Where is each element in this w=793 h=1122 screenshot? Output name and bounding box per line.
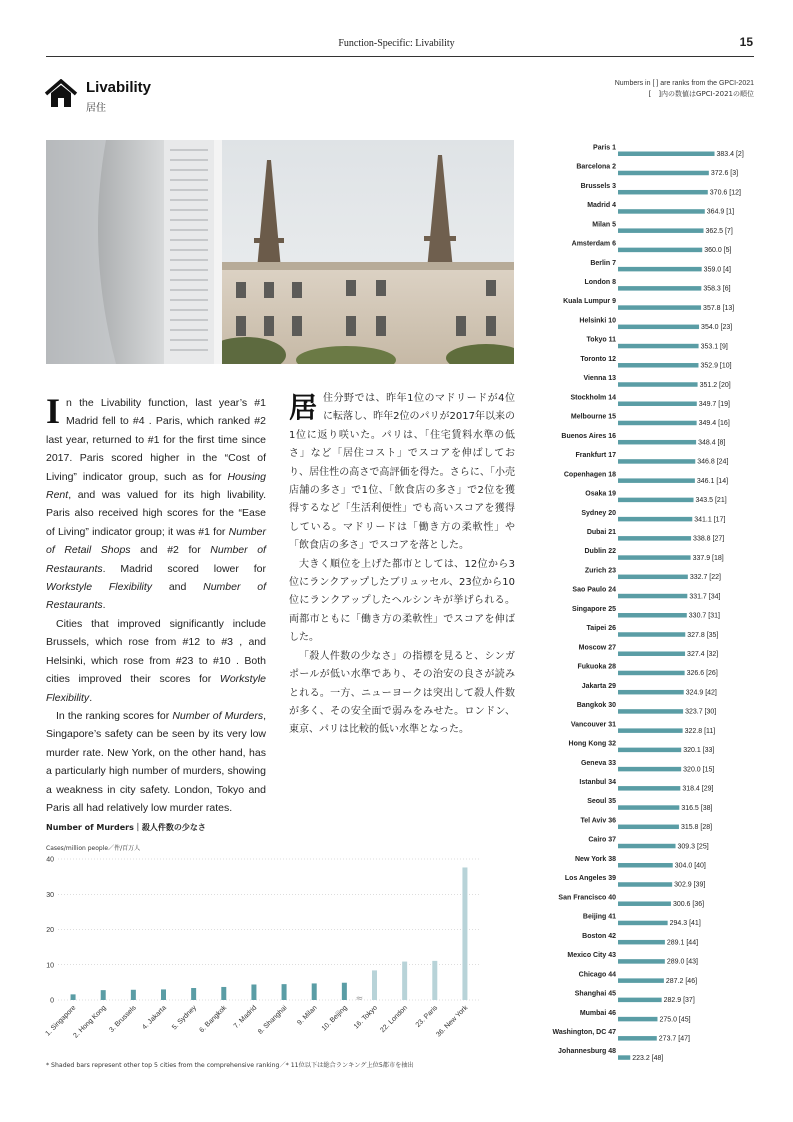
ranking-bar [618,1055,630,1060]
ranking-bar [618,190,708,195]
ranking-label: Melbourne 15 [570,413,616,421]
rank-note-jp: [ ]内の数値はGPCI-2021の順位 [648,90,754,98]
ranking-label: Chicago 44 [578,971,616,979]
murders-category-label: 8. Shanghai [257,1004,289,1036]
ranking-label: Johannesburg 48 [558,1048,616,1056]
ranking-bar [618,209,705,214]
ranking-bar [618,325,699,330]
murders-category-label: 6. Bangkok [198,1004,229,1035]
section-title-jp: 居住 [86,103,106,114]
axis-break-marker: ≈ [355,994,364,1004]
ranking-label: Fukuoka 28 [577,663,616,671]
ranking-bar [618,363,698,368]
ranking-value: 341.1 [17] [694,516,726,524]
ranking-value: 275.0 [45] [659,1016,691,1024]
paragraph-jp-2: 大きく順位を上げた都市としては、12位から3位にランクアップしたブリュッセル、23位から10位にランクアップしたヘルシンキが挙げられる。両都市ともに「働き方の柔軟性」でスコアを伸ばした。 [289,558,515,644]
ranking-value: 352.9 [10] [700,362,732,370]
ranking-bar [618,844,676,849]
ranking-bar [618,498,694,503]
murders-category-label: 4. Jakarta [141,1004,168,1032]
ranking-label: Los Angeles 39 [564,875,616,883]
ranking-label: Dublin 22 [584,548,616,556]
ranking-value: 322.8 [11] [684,727,716,735]
ranking-label: Helsinki 10 [579,317,616,325]
ranking-value: 331.7 [34] [689,593,721,601]
ranking-label: Milan 5 [592,221,616,229]
article-text-en [46,391,266,817]
ranking-value: 338.8 [27] [693,535,725,543]
ranking-label: New York 38 [575,855,616,863]
section-title: Livability [86,79,152,96]
ranking-bar [618,305,701,310]
ranking-label: Vienna 13 [583,375,616,383]
ranking-bar [618,786,680,791]
ranking-value: 372.6 [3] [710,170,739,178]
ranking-label: Seoul 35 [587,798,616,806]
ranking-label: Hong Kong 32 [568,740,616,748]
paragraph-en-2: Cities that improved significantly include Brussels, which rose from #12 to #3 , and Helsinki, which rose from #23 to #10 . Both cities improved their scores for Workstyle Flexibility. [46,617,266,704]
ranking-value: 320.1 [33] [683,747,715,755]
murders-category-label: 16. Tokyo [352,1004,379,1031]
murders-bar [71,994,76,1000]
ranking-label: Singapore 25 [572,605,616,613]
ranking-value: 332.7 [22] [689,574,721,582]
ranking-label: Mexico City 43 [567,952,616,960]
ranking-label: Zurich 23 [584,567,616,575]
dropcap-en: I [46,391,61,431]
ranking-bar [618,459,695,464]
ranking-label: Buenos Aires 16 [561,432,616,440]
murders-category-label: 5. Sydney [171,1004,199,1032]
ranking-label: Sao Paulo 24 [572,586,616,594]
ranking-value: 348.4 [8] [698,439,726,447]
ranking-label: Osaka 19 [585,490,616,498]
ranking-label: Madrid 4 [587,202,616,210]
murders-category-label: 10. Beijing [320,1004,349,1033]
paragraph-jp-1: 居住分野では、昨年1位のマドリードが4位に転落し、昨年2位のパリが2017年以来の1位に返り咲いた。パリは、「住宅賃料水準の低さ」など「居住コスト」でスコアを伸ばしており、居住性の高さで高評価を得た。さらに、「小売店舗の多さ」で1位、「飲食店の多さ」で2位を獲得するなど「生活利便性」でも高いスコアを獲得している。マドリードは「働き方の柔軟性」や「飲食店の多さ」でスコアを落とした。 [289,391,515,552]
ranking-value: 326.6 [26] [686,670,718,678]
murders-chart-title: Number of Murders｜殺人件数の少なさ [46,823,206,832]
ranking-label: Frankfurt 17 [575,452,616,460]
paragraph-en-3: In the ranking scores for Number of Murders, Singapore’s safety can be seen by its very low murder rate. New York, on the other hand, has a particularly high number of murders, showing a weakness in city safety. London, Tokyo and Paris all had relatively low murder rates. [46,709,266,814]
ranking-value: 304.0 [40] [674,862,706,870]
ranking-bar [618,1036,657,1041]
murders-bar [221,987,226,1000]
ranking-bar [618,152,715,157]
ranking-bar [618,171,709,176]
ranking-value: 289.0 [43] [666,958,698,966]
ranking-value: 289.1 [44] [666,939,699,947]
ranking-value: 327.8 [35] [687,631,719,639]
ranking-bar [618,940,665,945]
ranking-label: Jakarta 29 [581,682,616,690]
eiffel-tower-photo [46,140,514,364]
murders-bar [342,983,347,1000]
livability-ranking-chart [520,139,780,1074]
ranking-label: Washington, DC 47 [552,1028,616,1036]
ranking-bar [618,901,671,906]
ranking-bar [618,690,684,695]
ranking-value: 351.2 [20] [699,381,731,389]
murders-category-label: 2. Hong Kong [72,1004,108,1040]
ranking-bar [618,517,692,522]
ranking-bar [618,651,685,656]
ranking-value: 337.9 [18] [692,554,724,562]
murders-category-label: 1. Singapore [44,1004,78,1038]
ranking-value: 346.8 [24] [697,458,729,466]
ranking-value: 324.9 [42] [685,689,717,697]
murders-bar [282,984,287,1000]
ranking-value: 302.9 [39] [674,881,706,889]
murders-bar [432,961,437,1000]
murders-bar [191,988,196,1000]
ranking-value: 354.0 [23] [701,324,733,332]
murders-bar [402,962,407,1000]
ranking-value: 343.5 [21] [695,497,727,505]
murders-ytick: 30 [46,891,54,899]
murders-category-label: 36. New York [435,1004,470,1039]
ranking-label: Taipei 26 [586,625,616,633]
murders-ylabel: Cases/million people／件/百万人 [46,845,141,852]
murders-category-label: 22. London [379,1004,410,1035]
article-text-jp [289,390,515,740]
ranking-label: Vancouver 31 [570,721,616,729]
murders-ytick: 40 [46,856,54,864]
murders-bar [251,984,256,1000]
ranking-value: 323.7 [30] [685,708,717,716]
ranking-label: Dubai 21 [586,529,616,536]
ranking-value: 370.6 [12] [709,189,741,197]
murders-chart-footnote: * Shaded bars represent other top 5 cities from the comprehensive ranking／* 11位以下は総合ランキング上位5都市を抽出 [46,1062,414,1069]
ranking-value: 383.4 [2] [716,151,744,158]
ranking-value: 315.8 [28] [680,824,713,832]
ranking-label: Copenhagen 18 [563,471,616,479]
murders-bar [372,970,377,1000]
header-rule [46,56,754,57]
ranking-label: Kuala Lumpur 9 [563,298,616,306]
ranking-label: Geneva 33 [580,759,616,767]
ranking-value: 282.9 [37] [663,997,695,1005]
ranking-value: 357.8 [13] [703,304,735,312]
murders-category-label: 3. Brussels [108,1004,138,1034]
ranking-label: Istanbul 34 [579,778,616,786]
ranking-label: Mumbai 46 [579,1009,616,1017]
ranking-bar [618,421,697,426]
ranking-value: 327.4 [32] [687,650,719,658]
ranking-bar [618,536,691,541]
ranking-bar [618,748,681,753]
page-number: 15 [739,35,753,49]
ranking-value: 318.4 [29] [682,785,714,793]
ranking-bar [618,594,687,599]
ranking-bar [618,728,683,733]
rank-note: Numbers in [ ] are ranks from the GPCI-2021 [614,80,754,87]
ranking-value: 273.7 [47] [658,1035,690,1043]
ranking-bar [618,863,673,868]
ranking-bar [618,228,704,233]
home-icon [44,79,78,109]
ranking-label: Paris 1 [593,144,616,152]
paragraph-jp-3: 「殺人件数の少なさ」の指標を見ると、シンガポールが低い水準であり、その治安の良さが読みとれる。一方、ニューヨークは突出して殺人件数が多く、その安全面で弱みをみせた。ロンドン、東京、パリは比較的低い水準となった。 [289,650,515,736]
ranking-value: 330.7 [31] [688,612,720,620]
ranking-label: Barcelona 2 [576,163,616,171]
ranking-label: London 8 [584,279,616,287]
ranking-bar [618,286,701,291]
ranking-bar [618,401,697,406]
murders-ytick: 0 [50,997,54,1005]
ranking-value: 349.7 [19] [698,400,730,408]
ranking-bar [618,575,688,580]
ranking-bar [618,805,679,810]
murders-category-label: 7. Madrid [232,1004,259,1031]
murders-ytick: 20 [46,927,54,934]
ranking-label: Toronto 12 [580,355,616,363]
ranking-value: 320.0 [15] [683,766,715,774]
ranking-bar [618,921,668,926]
murders-bar [312,983,317,1000]
ranking-value: 360.0 [5] [704,247,732,255]
ranking-label: Sydney 20 [581,509,616,517]
ranking-value: 316.5 [38] [681,804,713,812]
ranking-bar [618,709,683,714]
ranking-value: 362.5 [7] [705,227,733,235]
ranking-label: Brussels 3 [580,182,616,190]
ranking-label: Amsterdam 6 [571,240,616,248]
ranking-bar [618,825,679,830]
ranking-label: Berlin 7 [590,259,616,267]
ranking-bar [618,344,699,349]
ranking-bar [618,267,702,272]
ranking-label: Boston 42 [582,932,616,940]
ranking-value: 364.9 [1] [706,208,735,216]
ranking-bar [618,671,685,676]
murders-ytick: 10 [46,962,54,970]
ranking-value: 309.3 [25] [677,843,709,851]
ranking-bar [618,978,664,983]
ranking-bar [618,998,662,1003]
ranking-bar [618,1017,657,1022]
ranking-value: 359.0 [4] [703,266,731,274]
ranking-bar [618,478,695,483]
ranking-value: 358.3 [6] [703,285,731,293]
murders-bar [161,989,166,1000]
ranking-value: 223.2 [48] [632,1054,664,1062]
ranking-value: 300.6 [36] [672,900,705,908]
ranking-bar [618,959,665,964]
ranking-bar [618,440,696,445]
running-head: Function-Specific: Livability [338,38,455,49]
ranking-label: Cairo 37 [588,836,616,844]
ranking-bar [618,248,702,253]
ranking-label: San Francisco 40 [558,894,616,902]
ranking-label: Tel Aviv 36 [580,817,616,825]
murders-category-label: 23. Paris [414,1004,440,1029]
murders-bar-chart [36,842,496,1057]
ranking-bar [618,632,685,637]
ranking-label: Stockholm 14 [570,394,616,402]
ranking-value: 346.1 [14] [696,477,729,485]
ranking-bar [618,382,698,387]
murders-bar [101,990,106,1000]
ranking-bar [618,555,691,560]
ranking-bar [618,613,687,618]
ranking-label: Moscow 27 [578,644,616,652]
ranking-value: 353.1 [9] [700,343,728,351]
ranking-label: Shanghai 45 [574,990,616,998]
murders-bar [131,990,136,1000]
ranking-label: Bangkok 30 [576,702,616,710]
ranking-bar [618,882,672,887]
ranking-value: 287.2 [46] [665,977,698,985]
murders-bar [462,867,467,1000]
murders-category-label: 9. Milan [296,1004,319,1027]
ranking-label: Tokyo 11 [586,336,616,344]
ranking-value: 294.3 [41] [669,920,701,928]
ranking-label: Beijing 41 [582,913,616,921]
paragraph-en-1: In the Livability function, last year’s #1 Madrid fell to #4 . Paris, which ranked #2 last year, returned to #1 for the first time since 2017. Paris scored higher in the “Cost of Living” indicator group, such as for Housing Rent, and was valued for its high livability. Paris also received high scores for the “Ease of Living” indicator group; it was #1 for Number of Retail Shops and #2 for Number of Restaurants. Madrid scored lower for Workstyle Flexibility and Number of Restaurants. [46,391,266,612]
ranking-bar [618,767,681,772]
ranking-value: 349.4 [16] [698,420,730,428]
dropcap-jp: 居 [289,391,318,424]
